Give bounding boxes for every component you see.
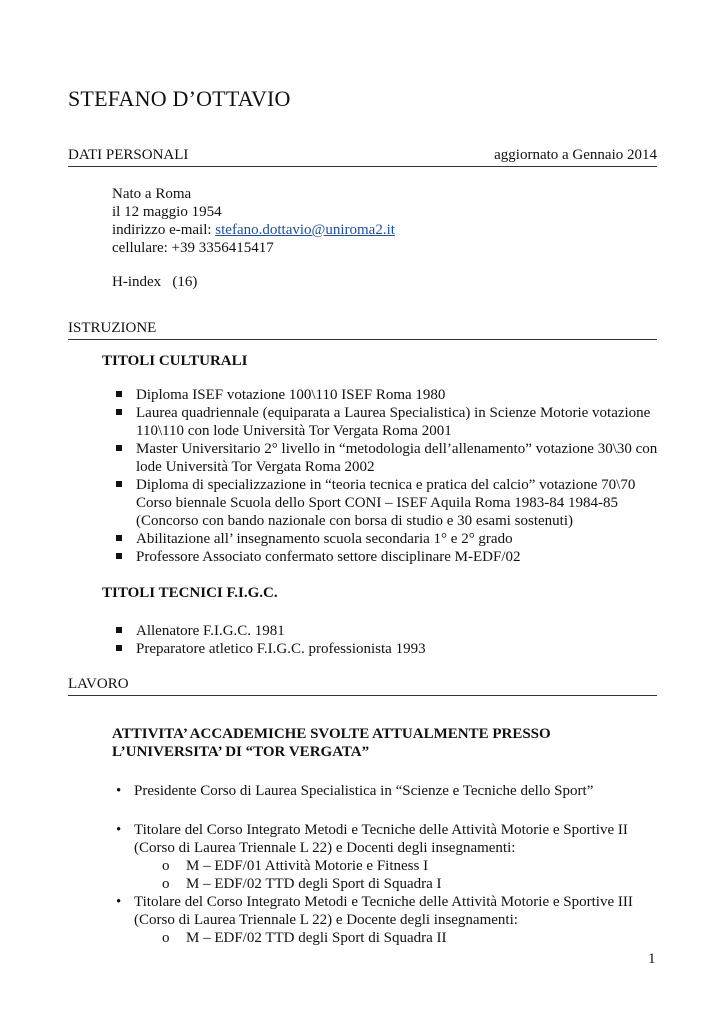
personal-info <box>112 185 395 257</box>
list-item <box>114 893 659 929</box>
item-text: Titolare del Corso Integrato Metodi e Tecniche delle Attività Motorie e Sportive II (Corso di Laurea Triennale L 22) e Docenti degli insegnamenti: <box>134 822 628 856</box>
attivita-accademiche-heading <box>112 725 632 761</box>
titoli-tecnici-list <box>114 622 659 658</box>
heading-line: L’UNIVERSITA’ DI “TOR VERGATA” <box>112 744 370 760</box>
section-title: ISTRUZIONE <box>68 320 157 336</box>
list-item: Preparatore atletico F.I.G.C. professionista 1993 <box>114 640 659 658</box>
h-index: H-index (16) <box>112 274 198 290</box>
bullet-icon: • <box>116 894 122 910</box>
email-link[interactable]: stefano.dottavio@uniroma2.it <box>215 222 395 238</box>
list-item <box>114 821 659 857</box>
author-name: STEFANO D’OTTAVIO <box>68 86 291 111</box>
phone: cellulare: +39 3356415417 <box>112 240 274 256</box>
section-title: DATI PERSONALI <box>68 147 189 163</box>
titoli-culturali-list <box>114 386 659 566</box>
updated-date: aggiornato a Gennaio 2014 <box>494 147 657 163</box>
list-item: Master Universitario 2° livello in “metodologia dell’allenamento” votazione 30\30 con lode Università Tor Vergata Roma 2002 <box>114 440 659 476</box>
circle-marker-icon: o <box>162 930 170 946</box>
item-text: M – EDF/02 TTD degli Sport di Squadra II <box>186 930 447 946</box>
list-item: Diploma di specializzazione in “teoria tecnica e pratica del calcio” votazione 70\70 Corso biennale Scuola dello Sport CONI – ISEF Aquila Roma 1983-84 1984-85 (Concorso con bando nazionale con borsa di studio e 30 esami sostenuti) <box>114 476 659 530</box>
circle-marker-icon: o <box>162 858 170 874</box>
circle-marker-icon: o <box>162 876 170 892</box>
heading-line: ATTIVITA’ ACCADEMICHE SVOLTE ATTUALMENTE PRESSO <box>112 726 551 742</box>
list-item: Abilitazione all’ insegnamento scuola secondaria 1° e 2° grado <box>114 530 659 548</box>
email-label: indirizzo e-mail: <box>112 222 216 238</box>
birth-place: Nato a Roma <box>112 186 192 202</box>
section-title: LAVORO <box>68 676 129 692</box>
section-dati-personali <box>68 147 657 167</box>
list-item: Diploma ISEF votazione 100\110 ISEF Roma 1980 <box>114 386 659 404</box>
bullet-icon: • <box>116 783 122 799</box>
sub-list-item <box>162 875 442 893</box>
page-number: 1 <box>648 951 656 967</box>
titoli-culturali-heading: TITOLI CULTURALI <box>102 353 248 369</box>
sub-list-item <box>162 929 447 947</box>
item-text: Titolare del Corso Integrato Metodi e Tecniche delle Attività Motorie e Sportive III (Corso di Laurea Triennale L 22) e Docente degli insegnamenti: <box>134 894 633 928</box>
list-item <box>114 782 659 800</box>
section-istruzione <box>68 320 657 340</box>
birth-date: il 12 maggio 1954 <box>112 204 222 220</box>
email-line <box>112 221 395 239</box>
item-text: Presidente Corso di Laurea Specialistica in “Scienze e Tecniche dello Sport” <box>134 783 594 799</box>
list-item: Allenatore F.I.G.C. 1981 <box>114 622 659 640</box>
list-item: Laurea quadriennale (equiparata a Laurea Specialistica) in Scienze Motorie votazione 110\110 con lode Università Tor Vergata Roma 2001 <box>114 404 659 440</box>
item-text: M – EDF/02 TTD degli Sport di Squadra I <box>186 876 442 892</box>
section-lavoro <box>68 676 657 696</box>
bullet-icon: • <box>116 822 122 838</box>
item-text: M – EDF/01 Attività Motorie e Fitness I <box>186 858 429 874</box>
titoli-tecnici-heading: TITOLI TECNICI F.I.G.C. <box>102 585 278 601</box>
sub-list-item <box>162 857 428 875</box>
list-item: Professore Associato confermato settore disciplinare M-EDF/02 <box>114 548 659 566</box>
